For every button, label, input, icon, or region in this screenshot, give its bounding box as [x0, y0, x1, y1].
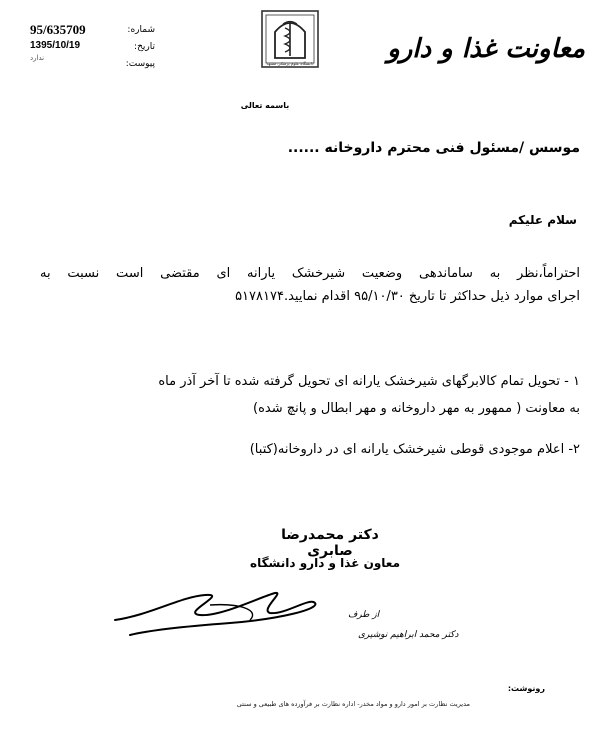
on-behalf-name: دکتر محمد ابراهیم نوشیری — [358, 630, 459, 640]
attachment-label: پیوست: — [125, 59, 155, 69]
letter-date: 1395/10/19 — [30, 40, 81, 51]
number-label: شماره: — [127, 25, 155, 35]
list-item-2: ۲- اعلام موجودی قوطی شیرخشک یارانه ای در داروخانه(کتبا) — [249, 442, 580, 457]
list-item-1-line-2: به معاونت ( ممهور به مهر داروخانه و مهر ابطال و پانچ شده) — [253, 401, 580, 416]
svg-text:دکتر محمد ابراهیم نوشیری — [358, 630, 459, 640]
cc-label: رونوشت: — [507, 684, 545, 693]
recipient-line: موسس /مسئول فنی محترم داروخانه ...... — [287, 140, 580, 156]
signatory-title: معاون غذا و دارو دانشگاه — [249, 556, 401, 570]
cc-text: مدیریت نظارت بر امور دارو و مواد مخدر- اداره نظارت بر فرآورده های طبیعی و سنتی — [236, 700, 470, 708]
date-label: تاریخ: — [134, 42, 155, 52]
university-logo — [259, 8, 321, 70]
list-item-1-line-1: ۱ - تحویل تمام کالابرگهای شیرخشک یارانه ای تحویل گرفته شده تا آخر آذر ماه — [158, 374, 580, 389]
signatory-name: دکتر محمدرضا صابری — [281, 527, 379, 559]
on-behalf-label: از طرف — [348, 610, 380, 620]
invocation: باسمه تعالی — [240, 101, 290, 110]
intro-line-1: احتراماً،نظر به ساماندهی وضعیت شیرخشک یارانه ای مقتضی است نسبت به — [40, 266, 580, 281]
logo-caption: دانشگاه علوم پزشکی مشهد — [266, 61, 314, 66]
letter-attachment: ندارد — [30, 54, 45, 62]
greeting: سلام علیکم — [508, 213, 577, 227]
letter-number: 95/635709 — [30, 22, 86, 37]
handwritten-signature — [110, 575, 459, 655]
svg-text:دانشگاه علوم پزشکی مشهد — [266, 61, 313, 66]
svg-text:از طرف — [348, 610, 381, 620]
intro-line-2: اجرای موارد ذیل حداکثر تا تاریخ ۹۵/۱۰/۳۰ اقدام نمایید.۵۱۷۸۱۷۴ — [235, 289, 580, 304]
department-title: معاونت غذا و دارو — [387, 34, 585, 64]
